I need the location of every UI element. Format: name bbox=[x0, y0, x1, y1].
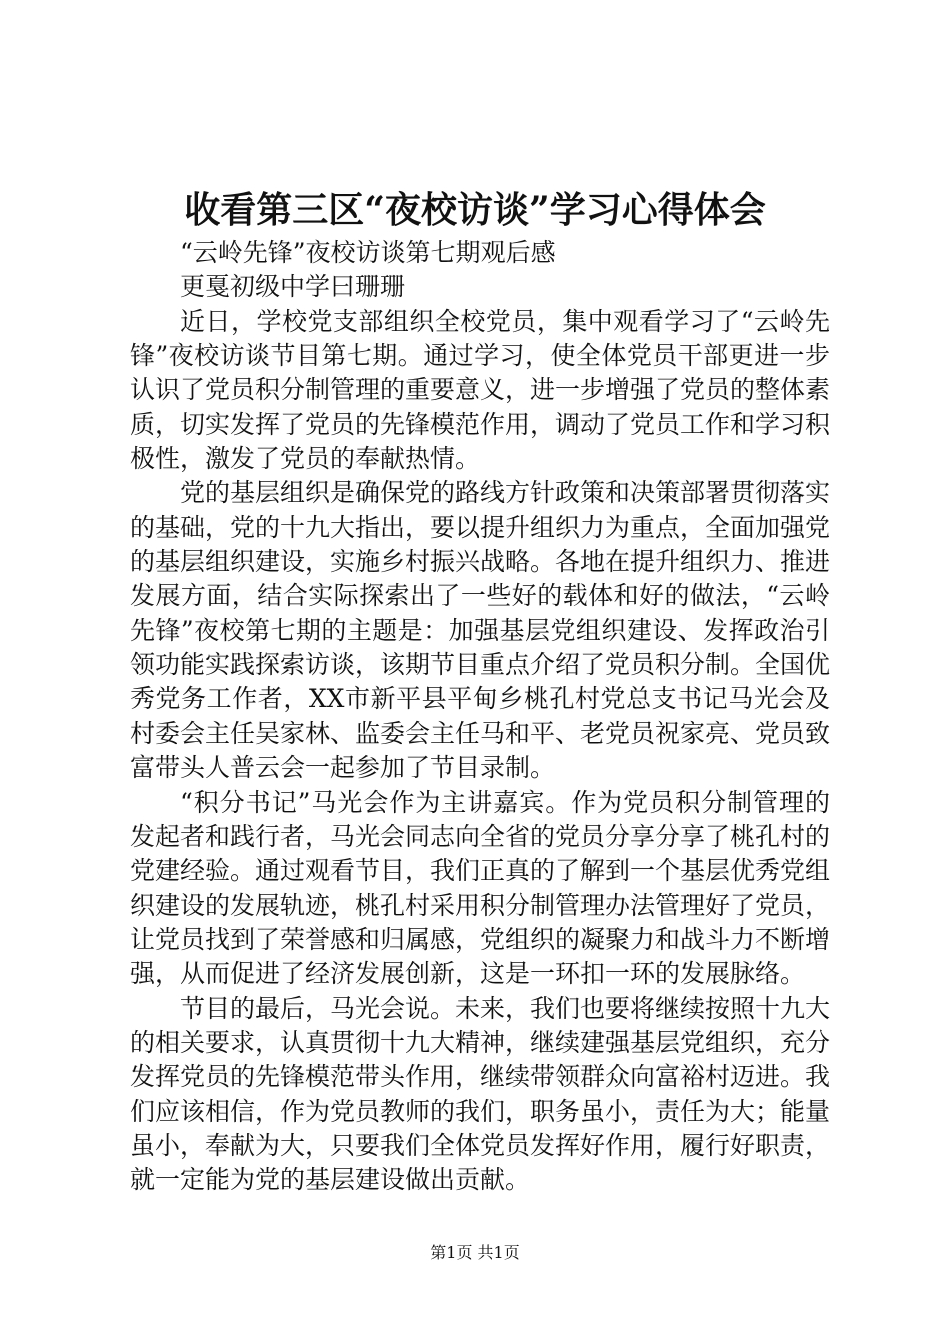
page-footer: 第1页 共1页 bbox=[430, 1243, 520, 1262]
body-paragraph: 节目的最后，马光会说。未来，我们也要将继续按照十九大的相关要求，认真贯彻十九大精神，继续建强基层党组织，充分发挥党员的先锋模范带头作用，继续带领群众向富裕村迈进。我们应该相信，作为党员教师的我们，职务虽小，责任为大；能量虽小，奉献为大，只要我们全体党员发挥好作用，履行好职责，就一定能为党的基层建设做出贡献。 bbox=[130, 993, 831, 1195]
body-paragraph: “积分书记”马光会作为主讲嘉宾。作为党员积分制管理的发起者和践行者，马光会同志向全省的党员分享分享了桃孔村的党建经验。通过观看节目，我们正真的了解到一个基层优秀党组织建设的发展轨迹，桃孔村采用积分制管理办法管理好了党员，让党员找到了荣誉感和归属感，党组织的凝聚力和战斗力不断增强，从而促进了经济发展创新，这是一环扣一环的发展脉络。 bbox=[130, 787, 831, 989]
document-title: 收看第三区“夜校访谈”学习心得体会 bbox=[184, 189, 766, 231]
author-paragraph: 更戛初级中学曰珊珊 bbox=[180, 272, 406, 302]
document-body bbox=[130, 236, 830, 1198]
body-paragraph: 党的基层组织是确保党的路线方针政策和决策部署贯彻落实的基础，党的十九大指出，要以提升组织力为重点，全面加强党的基层组织建设，实施乡村振兴战略。各地在提升组织力、推进发展方面，结合实际探索出了一些好的载体和好的做法，“云岭先锋”夜校第七期的主题是：加强基层党组织建设、发挥政治引领功能实践探索访谈，该期节目重点介绍了党员积分制。全国优秀党务工作者，XX市新平县平甸乡桃孔村党总支书记马光会及村委会主任吴家林、监委会主任马和平、老党员祝家亮、党员致富带头人普云会一起参加了节目录制。 bbox=[130, 478, 831, 783]
body-paragraph: 近日，学校党支部组织全校党员，集中观看学习了“云岭先锋”夜校访谈节目第七期。通过学习，使全体党员干部更进一步认识了党员积分制管理的重要意义，进一步增强了党员的整体素质，切实发挥了党员的先锋模范作用，调动了党员工作和学习积极性，激发了党员的奉献热情。 bbox=[130, 306, 831, 474]
subtitle-paragraph: “云岭先锋”夜校访谈第七期观后感 bbox=[180, 238, 556, 267]
